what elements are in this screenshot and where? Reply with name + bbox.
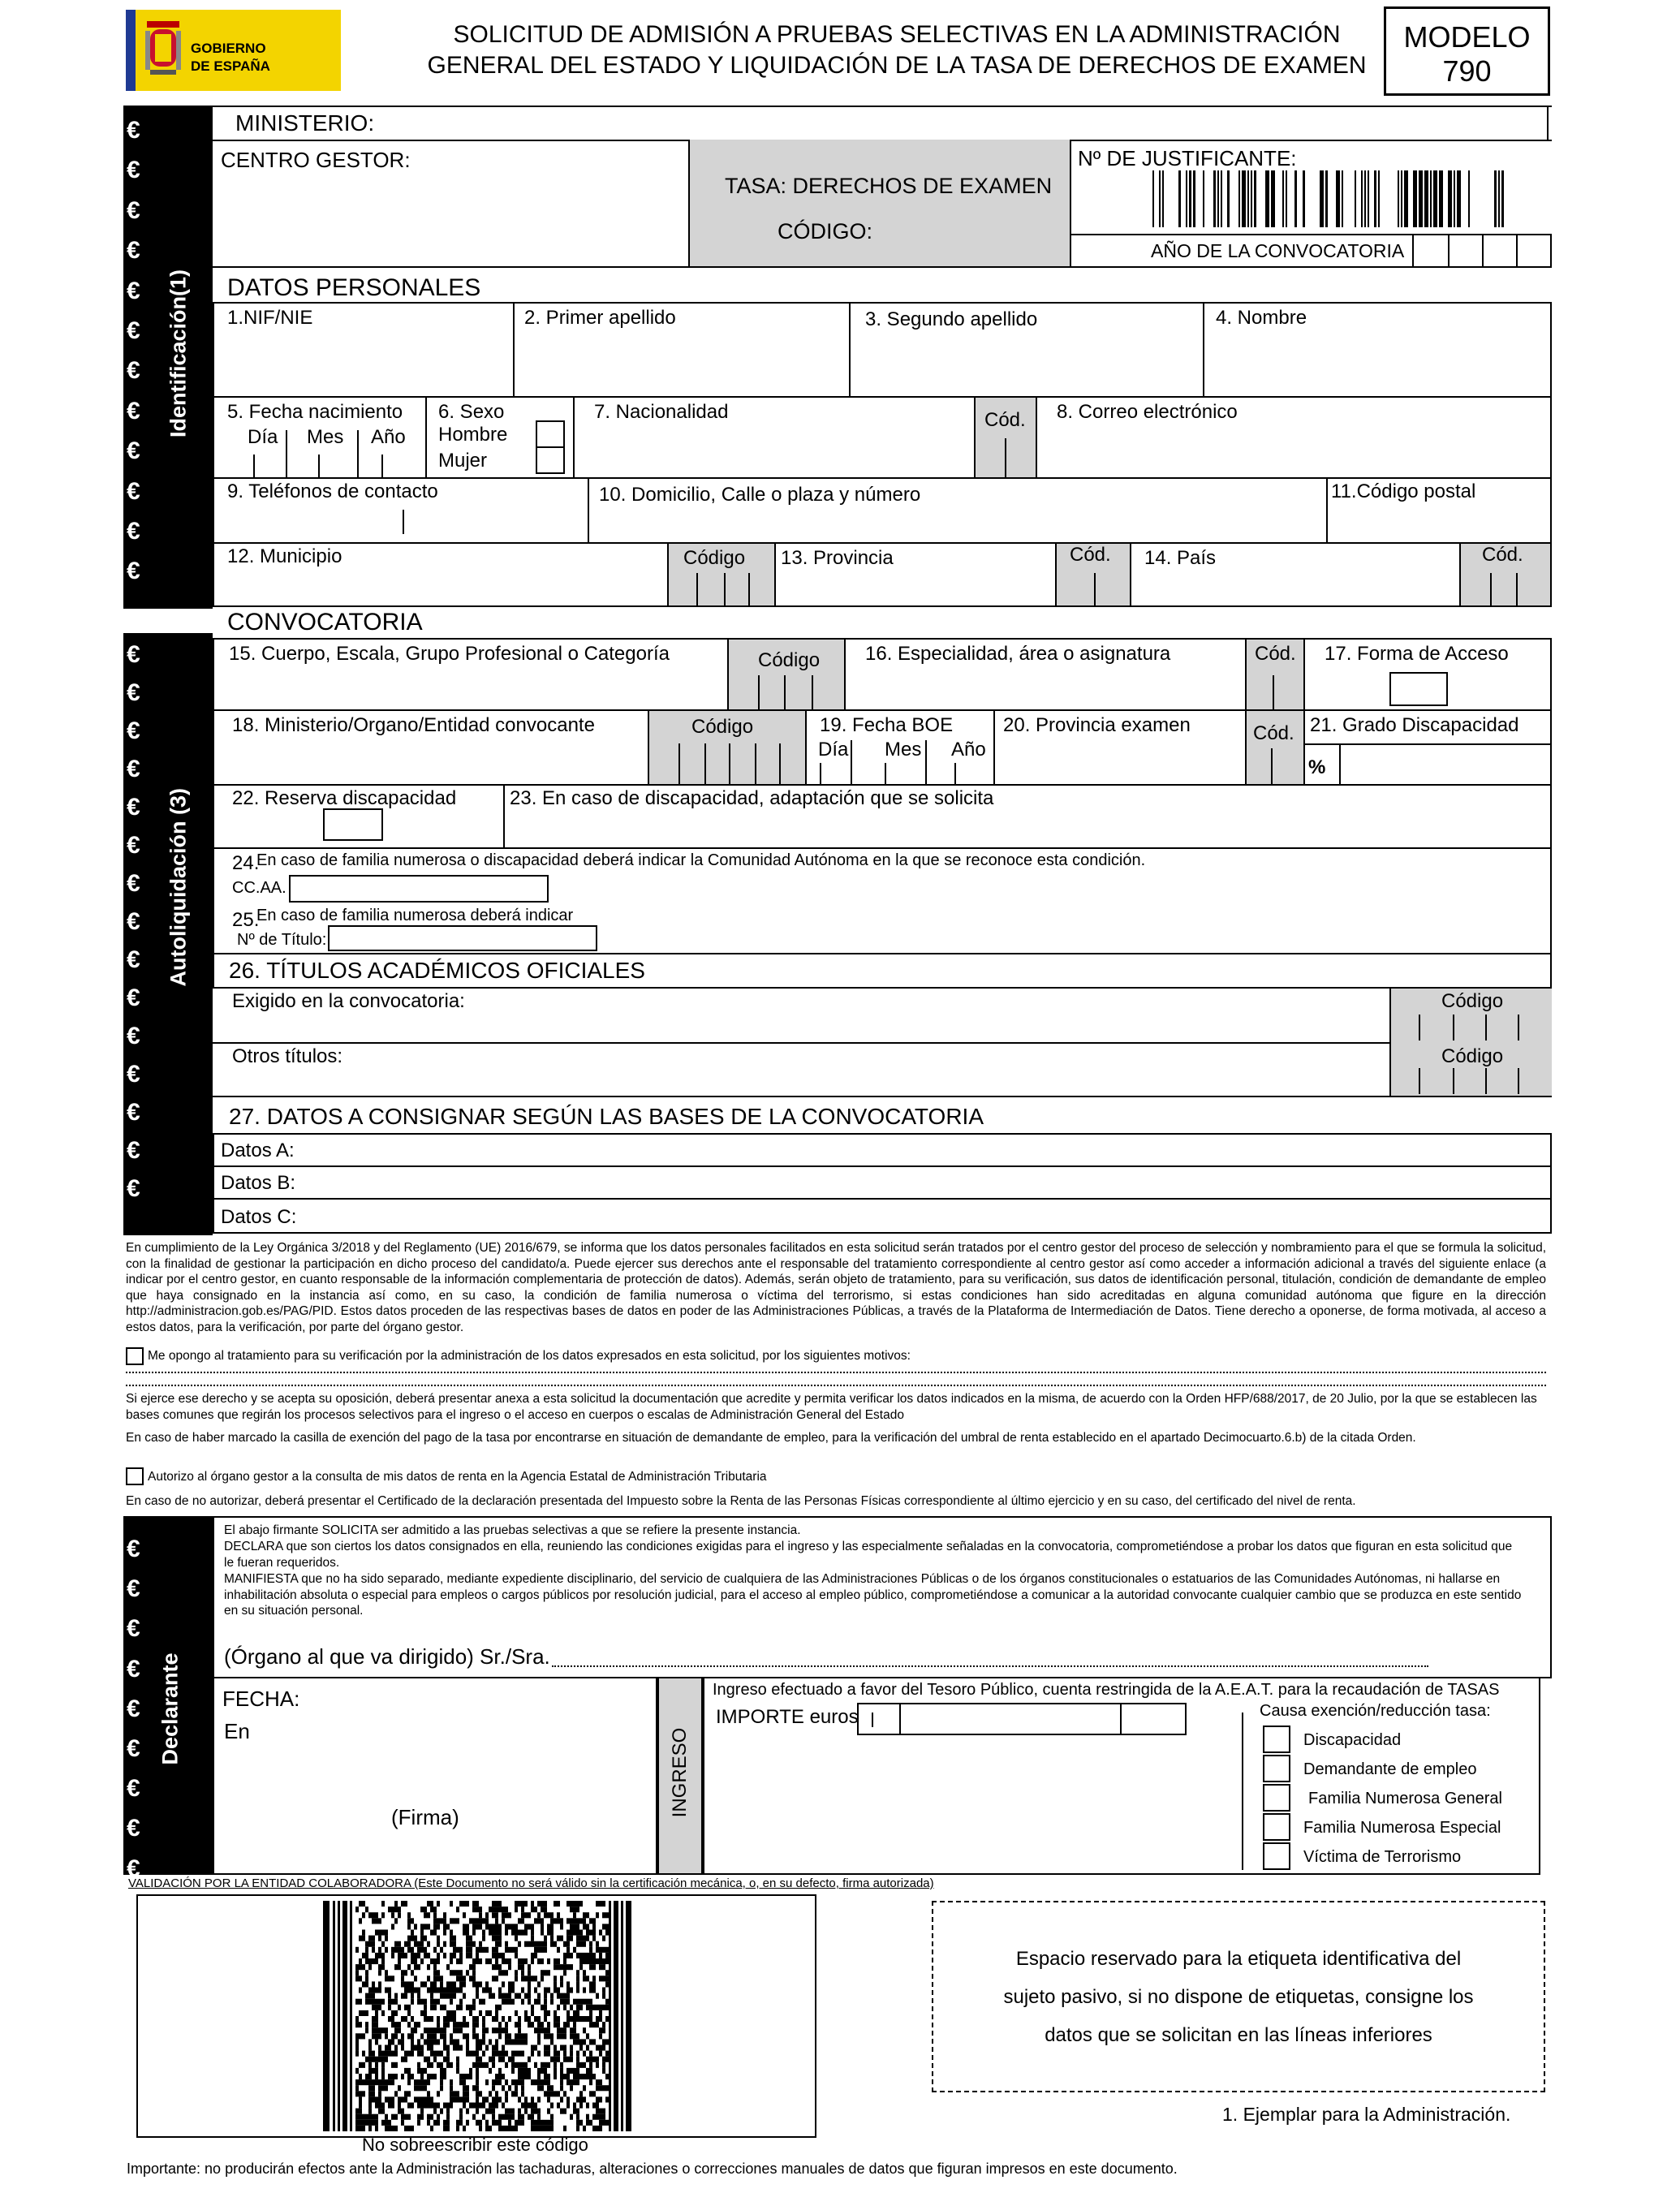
especialidad-cod-label: Cód. — [1255, 643, 1296, 665]
euro-icon: € — [127, 1023, 140, 1049]
provincia-label: 13. Provincia — [781, 547, 894, 569]
sep-22-23 — [503, 784, 505, 849]
fecha-boe-label: 19. Fecha BOE — [820, 714, 954, 736]
oppose-reason-line-2[interactable] — [126, 1385, 1546, 1386]
no-authorize-paragraph: En caso de no autorizar, deberá presentar el Certificado de la declaración presentada del Impuesto sobre la Renta de las Personas Físicas correspondiente al último ejercicio y en su caso, del certificado del nivel de renta. — [126, 1494, 1356, 1508]
municipio-codigo-label: Código — [683, 547, 746, 569]
euro-icon: € — [127, 1695, 140, 1722]
euro-icon: € — [127, 1061, 140, 1088]
domicilio-label: 10. Domicilio, Calle o plaza y número — [599, 484, 921, 506]
euro-icon: € — [127, 117, 140, 144]
grado-discapacidad-label: 21. Grado Discapacidad — [1310, 714, 1519, 736]
telefonos-label: 9. Teléfonos de contacto — [227, 480, 438, 502]
sep-2-3 — [849, 302, 851, 398]
titulos-title: 26. TÍTULOS ACADÉMICOS OFICIALES — [229, 958, 645, 983]
exemption-paragraph: En caso de haber marcado la casilla de exención del pago de la tasa por encontrarse en situación de demandante de empleo, para la verificación del umbral de renta establecido en el apartado Decimocuarto.6.b) de la citada Orden. — [126, 1431, 1416, 1445]
codigo-digit-tick — [1419, 1015, 1420, 1040]
datos-c-label: Datos C: — [221, 1206, 297, 1228]
mun-tick-3 — [748, 573, 750, 605]
dia-label: Día — [248, 426, 278, 448]
euro-icon: € — [127, 1099, 140, 1126]
euro-icon: € — [127, 1775, 140, 1803]
privacy-paragraph: En cumplimiento de la Ley Orgánica 3/2018 y del Reglamento (UE) 2016/679, se informa que los datos personales facilitados en esta solicitud serán tratados por el centro gestor del proceso de selección y nombramiento para el que se formula la solicitud, con la finalidad de gestionar la participación en dicho proceso del candidato/a. Puede ejercer sus derechos ante el responsable del tratamiento correspondiente al centro gestor así como acceder a información adicional a través del siguiente enlace (a indicar por el centro gestor, en cuanto responsable de la información complementaria de protección de datos). Además, serán objeto de tratamiento, para su verificación, sus datos de identificación personal, titulación, condición de demandante de empleo que haya consignado en la instancia así como, en su caso, la condición de familia numerosa o víctima del terrorismo, si estas condiciones han sido acreditadas en alguna comunidad autónoma que figure en la dirección http://administracion.gob.es/PAG/PID. Estos datos proceden de las respectivas bases de datos en poder de las Administraciones Públicas, a través de la Plataforma de Intermediación de Datos. Tiene derecho a oponerse, de forma motivada, al acceso a estos datos, para la verificación, por parte del órgano gestor. — [126, 1241, 1546, 1334]
exemption-checkbox-3[interactable] — [1263, 1784, 1290, 1812]
euro-icon: € — [127, 908, 140, 935]
opposition-paragraph: Si ejerce ese derecho y se acepta su oposición, deberá presentar anexa a esta solicitud la documentación que acredite y permita verificar los datos indicados en la misma, de acuerdo con la Orden HFP/688/2017, de 20 Julio, por la que se establecen las bases comunes que regirán los procesos selectivos para el ingreso o el acceso en cuerpos o escalas de Administración General del Estado — [126, 1392, 1537, 1422]
f25-num: 25. — [232, 909, 260, 931]
municipio-label: 12. Municipio — [227, 545, 342, 567]
logo-text-1: GOBIERNO — [191, 41, 266, 56]
datos-bases-title: 27. DATOS A CONSIGNAR SEGÚN LAS BASES DE LA CONVOCATORIA — [229, 1104, 984, 1129]
modelo-label: MODELO — [1403, 20, 1531, 54]
mujer-label: Mujer — [438, 450, 488, 472]
mun-tick-1 — [696, 573, 698, 605]
euro-icon: € — [127, 277, 140, 304]
anio-convocatoria-label: AÑO DE LA CONVOCATORIA — [1151, 240, 1405, 261]
especialidad-label: 16. Especialidad, área o asignatura — [865, 643, 1171, 665]
euro-icon: € — [127, 641, 140, 668]
euro-icon: € — [127, 317, 140, 344]
euro-icon: € — [127, 679, 140, 706]
adaptacion-label: 23. En caso de discapacidad, adaptación que se solicita — [510, 787, 994, 809]
organo-label: (Órgano al que va dirigido) Sr./Sra. — [224, 1644, 550, 1669]
etiqueta-line-2: sujeto pasivo, si no dispone de etiquetas, consigne los — [1003, 1986, 1474, 2008]
prov-tick — [1094, 573, 1096, 605]
min-tick-2 — [704, 743, 706, 784]
cue-tick-3 — [812, 675, 813, 709]
ingreso-text: Ingreso efectuado a favor del Tesoro Público, cuenta restringida de la A.E.A.T. para la recaudación de TASAS — [713, 1681, 1500, 1699]
fecha-tick-1 — [253, 455, 255, 477]
euro-icon: € — [127, 1175, 140, 1202]
anio-digit-sep-2 — [1482, 234, 1484, 268]
esp-tick — [1273, 675, 1274, 709]
ministerio-label: MINISTERIO: — [235, 110, 375, 136]
sidebar-identificacion-label: Identificación(1) — [166, 269, 191, 438]
titulo-field[interactable] — [328, 925, 597, 951]
declaration-solicita: El abajo firmante SOLICITA ser admitido a las pruebas selectivas a que se refiere la presente instancia. — [224, 1523, 801, 1537]
sep-5-6 — [425, 396, 427, 479]
nif-label: 1.NIF/NIE — [227, 307, 313, 329]
exemption-checkbox-2[interactable] — [1263, 1755, 1290, 1782]
euro-icon: € — [127, 558, 140, 585]
codigo-digit-tick — [1485, 1015, 1487, 1040]
codigo-digit-tick — [1453, 1068, 1454, 1094]
importe-field[interactable] — [857, 1703, 1187, 1735]
etiqueta-line-1: Espacio reservado para la etiqueta identificativa del — [1015, 1948, 1462, 1970]
personal-row-2 — [213, 396, 1552, 479]
exemption-label-2: Demandante de empleo — [1303, 1760, 1477, 1778]
coat-of-arms-icon — [144, 18, 183, 83]
euro-icon: € — [127, 1536, 140, 1562]
euro-icon: € — [127, 237, 140, 265]
exemption-checkbox-5[interactable] — [1263, 1842, 1290, 1870]
pais-tick-1 — [1490, 573, 1492, 605]
exemption-label-5: Víctima de Terrorismo — [1303, 1848, 1462, 1866]
grado-line — [1305, 743, 1552, 745]
euro-icon: € — [127, 1137, 140, 1164]
ministerio-right-edge — [1547, 106, 1549, 141]
min-tick-4 — [755, 743, 756, 784]
fecha-tick-2 — [286, 430, 287, 477]
en-label: En — [224, 1719, 250, 1743]
boe-tick-3 — [885, 763, 886, 784]
fecha-tick-5 — [381, 455, 383, 477]
euro-icon: € — [127, 717, 140, 744]
euro-icon: € — [127, 437, 140, 465]
firma-label: (Firma) — [391, 1805, 459, 1829]
pais-label: 14. País — [1144, 547, 1217, 569]
declaration-declara: DECLARA que son ciertos los datos consignados en ella, reuniendo las condiciones exigidas para el ingreso y las especialmente señaladas en la convocatoria, comprometiéndose a probar los datos que figuran en esta solicitud que le fueran requeridos. — [224, 1540, 1513, 1570]
ministerio-line — [213, 106, 1552, 107]
oppose-reason-line-1[interactable] — [126, 1372, 1546, 1373]
sidebar-autoliquidacion-label: Autoliquidación (3) — [166, 788, 191, 987]
euro-icon: € — [127, 832, 140, 859]
ccaa-label: CC.AA. — [232, 879, 286, 897]
ministerio-codigo-label: Código — [691, 716, 754, 738]
etiqueta-text — [932, 1940, 1545, 2054]
exemption-label-4: Familia Numerosa Especial — [1303, 1819, 1501, 1837]
datos-b-label: Datos B: — [221, 1172, 296, 1194]
nac-cod-tick — [1005, 438, 1006, 477]
provincia-examen-cod-label: Cód. — [1253, 722, 1294, 744]
convocatoria-title: CONVOCATORIA — [227, 609, 423, 635]
organo-line[interactable] — [552, 1665, 1428, 1667]
cue-tick-2 — [784, 675, 786, 709]
euro-icon: € — [127, 946, 140, 973]
importe-sep-3 — [1120, 1703, 1122, 1735]
form-title-line-2: GENERAL DEL ESTADO Y LIQUIDACIÓN DE LA TASA DE DERECHOS DE EXAMEN — [427, 52, 1367, 79]
form-title — [381, 19, 1412, 81]
otros-codigo-label: Código — [1441, 1045, 1504, 1067]
datos-a-row[interactable] — [213, 1133, 1552, 1167]
anio-label: Año — [371, 426, 406, 448]
boe-dia-label: Día — [818, 739, 849, 760]
authorize-checkbox[interactable] — [126, 1467, 144, 1485]
exigido-label: Exigido en la convocatoria: — [232, 990, 465, 1012]
centro-gestor-label: CENTRO GESTOR: — [221, 148, 411, 172]
pais-tick-2 — [1516, 573, 1518, 605]
nacionalidad-cod-label: Cód. — [984, 409, 1026, 431]
provincia-examen-label: 20. Provincia examen — [1003, 714, 1191, 736]
euro-icon: € — [127, 157, 140, 184]
datos-a-label: Datos A: — [221, 1140, 295, 1161]
sep-9-10 — [588, 477, 589, 544]
exemption-label-1: Discapacidad — [1303, 1731, 1402, 1749]
pais-cod-label: Cód. — [1482, 544, 1523, 566]
justificante-label: Nº DE JUSTIFICANTE: — [1078, 146, 1297, 170]
exemption-checkbox-4[interactable] — [1263, 1813, 1290, 1841]
modelo-box — [1384, 6, 1550, 96]
boe-tick-5 — [954, 763, 956, 784]
oppose-label: Me opongo al tratamiento para su verificación por la administración de los datos expresados en esta solicitud, por los siguientes motivos: — [148, 1349, 911, 1363]
ejemplar-label: 1. Ejemplar para la Administración. — [1222, 2104, 1511, 2125]
importe-label: IMPORTE euros — [716, 1706, 859, 1728]
causa-label: Causa exención/reducción tasa: — [1260, 1702, 1491, 1720]
top-block-bottom — [213, 266, 1552, 268]
euro-icon: € — [127, 870, 140, 897]
etiqueta-line-3: datos que se solicitan en las líneas inferiores — [1045, 2024, 1432, 2046]
hombre-label: Hombre — [438, 424, 508, 446]
boe-tick-2 — [851, 740, 852, 784]
f24-num: 24. — [232, 852, 260, 874]
mes-label: Mes — [307, 426, 344, 448]
otros-label: Otros títulos: — [232, 1045, 343, 1067]
mun-tick-2 — [724, 573, 726, 605]
boe-tick-1 — [820, 763, 821, 784]
codigo-digit-tick — [1453, 1015, 1454, 1040]
codigo-digit-tick — [1518, 1015, 1519, 1040]
euro-icon: € — [127, 1855, 140, 1882]
fecha-label: FECHA: — [222, 1687, 300, 1711]
euro-icon: € — [127, 477, 140, 505]
hombre-checkbox[interactable] — [536, 420, 565, 448]
codigo-label: CÓDIGO: — [778, 219, 873, 243]
declaration-manifiesta: MANIFIESTA que no ha sido separado, mediante expediente disciplinario, del servicio de cualquiera de las Administraciones Públicas o de los órganos constitucionales o estatuarios de las Comunidades Autónomas, ni hallarse en inhabilitación absoluta o especial para empleos o cargos públicos por resolución judicial, para el acceso al empleo público, comprometiéndose a comunicar a la autoridad convocante cualquier cambio que se produzca en este sentido en su situación personal. — [224, 1572, 1522, 1618]
eu-flag-stripe — [126, 10, 136, 91]
cuerpo-codigo-label: Código — [758, 649, 821, 671]
sep-6-7 — [573, 396, 575, 479]
sep-10-11 — [1326, 477, 1328, 544]
boe-mes-label: Mes — [885, 739, 922, 760]
boe-anio-label: Año — [951, 739, 986, 760]
euro-icon: € — [127, 397, 140, 424]
importante-label: Importante: no producirán efectos ante la Administración las tachaduras, alteraciones o correcciones manuales de datos que figuran impresos en este documento. — [127, 2161, 1178, 2177]
sep-3-4 — [1203, 302, 1204, 398]
nombre-label: 4. Nombre — [1216, 307, 1307, 329]
pdf417-barcode — [323, 1901, 631, 2131]
sidebar-declarante-label: Declarante — [157, 1652, 183, 1765]
sep-1-2 — [513, 302, 515, 398]
euro-icon: € — [127, 196, 140, 224]
datos-personales-title: DATOS PERSONALES — [227, 274, 481, 301]
fecha-nacimiento-label: 5. Fecha nacimiento — [227, 401, 403, 423]
justificante-barcode — [1152, 170, 1510, 227]
fecha-tick-4 — [357, 430, 359, 477]
cuerpo-label: 15. Cuerpo, Escala, Grupo Profesional o Categoría — [229, 643, 670, 665]
email-label: 8. Correo electrónico — [1057, 401, 1238, 423]
f25-label: En caso de familia numerosa deberá indicar — [256, 907, 574, 924]
importe-sep-1 — [872, 1713, 873, 1727]
forma-acceso-field[interactable] — [1389, 672, 1448, 706]
reserva-discapacidad-field[interactable] — [323, 808, 383, 841]
titulo-label: Nº de Título: — [237, 931, 327, 949]
euro-icon: € — [127, 1735, 140, 1762]
codigo-digit-tick — [1485, 1068, 1487, 1094]
fecha-tick-3 — [318, 455, 320, 477]
modelo-number: 790 — [1442, 54, 1492, 88]
grado-pct-sep — [1339, 743, 1341, 786]
euro-icon: € — [127, 794, 140, 821]
tasa-box — [688, 140, 1071, 266]
form-title-line-1: SOLICITUD DE ADMISIÓN A PRUEBAS SELECTIVAS EN LA ADMINISTRACIÓN — [453, 21, 1341, 48]
grado-pct-label: % — [1308, 756, 1326, 778]
primer-apellido-label: 2. Primer apellido — [524, 307, 676, 329]
forma-acceso-label: 17. Forma de Acceso — [1325, 643, 1509, 665]
exemption-checkbox-1[interactable] — [1263, 1726, 1290, 1753]
reserva-discapacidad-label: 22. Reserva discapacidad — [232, 787, 457, 809]
euro-icon: € — [127, 1615, 140, 1643]
codigo-digit-tick — [1518, 1068, 1519, 1094]
oppose-checkbox[interactable] — [126, 1347, 144, 1365]
euro-icon: € — [127, 1655, 140, 1682]
exigido-codigo-label: Código — [1441, 990, 1504, 1012]
f24-label: En caso de familia numerosa o discapacidad deberá indicar la Comunidad Autónoma en la que se reconoce esta condición. — [256, 851, 1146, 869]
government-logo — [126, 10, 341, 91]
euro-icon: € — [127, 1815, 140, 1842]
boe-tick-4 — [925, 740, 927, 784]
min-tick-1 — [678, 743, 680, 784]
prov-ex-tick — [1271, 748, 1273, 784]
sexo-label: 6. Sexo — [438, 401, 505, 423]
euro-icon: € — [127, 756, 140, 782]
mujer-checkbox[interactable] — [536, 446, 565, 474]
anio-digit-sep-1 — [1448, 234, 1450, 268]
sep-19-20 — [993, 711, 995, 784]
logo-text-2: DE ESPAÑA — [191, 58, 270, 74]
cue-tick-1 — [758, 675, 760, 709]
euro-icon: € — [127, 518, 140, 545]
nacionalidad-label: 7. Nacionalidad — [594, 401, 729, 423]
authorize-label: Autorizo al órgano gestor a la consulta de mis datos de renta en la Agencia Estatal de Administración Tributaria — [148, 1470, 767, 1484]
datos-c-row[interactable] — [213, 1198, 1552, 1234]
euro-icon: € — [127, 357, 140, 385]
tasa-label: TASA: DERECHOS DE EXAMEN — [725, 174, 1053, 198]
ccaa-field[interactable] — [289, 875, 549, 903]
codigo-digit-tick — [1419, 1068, 1420, 1094]
causa-left-line — [1242, 1713, 1243, 1870]
exemption-label-3: Familia Numerosa General — [1308, 1790, 1502, 1807]
exigido-line — [213, 1042, 1552, 1044]
importe-sep-2 — [899, 1703, 901, 1735]
ministerio-organo-label: 18. Ministerio/Organo/Entidad convocante — [232, 714, 595, 736]
min-tick-3 — [729, 743, 730, 784]
validacion-label: VALIDACIÓN POR LA ENTIDAD COLABORADORA (Este Documento no será válido sin la certificación mecánica, o, en su defecto, firma autorizada) — [128, 1876, 934, 1890]
telefono-tick — [403, 510, 404, 534]
segundo-apellido-label: 3. Segundo apellido — [865, 308, 1038, 330]
anio-digit-sep-3 — [1516, 234, 1518, 268]
min-tick-5 — [779, 743, 781, 784]
euro-icon: € — [127, 984, 140, 1011]
euro-icon: € — [127, 1575, 140, 1603]
datos-b-row[interactable] — [213, 1165, 1552, 1200]
no-sobreescribir-label: No sobreescribir este código — [362, 2135, 588, 2155]
ingreso-label: INGRESO — [669, 1727, 691, 1818]
provincia-cod-label: Cód. — [1070, 544, 1111, 566]
codigo-postal-label: 11.Código postal — [1331, 480, 1476, 502]
